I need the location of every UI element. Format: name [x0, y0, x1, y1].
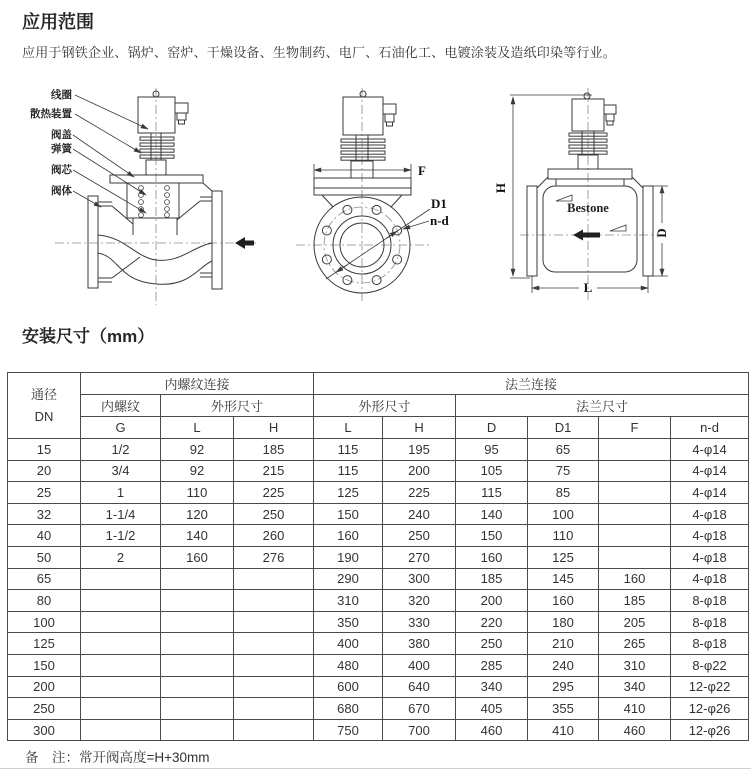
table-cell: 310 [599, 654, 671, 676]
table-cell [234, 633, 314, 655]
col-header-d1: D1 [528, 417, 599, 439]
bottom-divider [0, 768, 751, 769]
thread-sub-header: 内螺纹 [81, 395, 161, 417]
table-cell: 190 [314, 546, 383, 568]
table-cell: 145 [528, 568, 599, 590]
table-cell: 4-φ18 [671, 503, 749, 525]
header-row-groups [8, 373, 749, 395]
table-cell: 8-φ18 [671, 590, 749, 612]
table-cell: 400 [383, 654, 456, 676]
table-cell: 100 [8, 611, 81, 633]
table-cell: 8-φ22 [671, 654, 749, 676]
table-cell: 12-φ26 [671, 698, 749, 720]
dimension-nd [403, 213, 450, 229]
col-header-g: G [81, 417, 161, 439]
header-row-columns [8, 417, 749, 439]
coil-assembly [343, 91, 396, 135]
table-cell: 405 [456, 698, 528, 720]
table-cell: 1 [81, 482, 161, 504]
table-cell: 410 [528, 719, 599, 741]
table-cell [234, 611, 314, 633]
table-row [8, 611, 749, 633]
label-valve-body: 阀体 [51, 185, 72, 197]
cooling-fins [140, 133, 174, 175]
table-cell [234, 676, 314, 698]
table-cell [81, 568, 161, 590]
label-heat-sink: 散热装置 [30, 108, 72, 120]
flow-direction-arrow [235, 237, 254, 249]
table-cell: 250 [456, 633, 528, 655]
table-cell: 4-φ14 [671, 460, 749, 482]
col-header-l-thread: L [161, 417, 234, 439]
table-cell: 600 [314, 676, 383, 698]
table-cell: 680 [314, 698, 383, 720]
table-cell: 160 [161, 546, 234, 568]
table-cell: 215 [234, 460, 314, 482]
page-title: 应用范围 [22, 12, 94, 32]
table-cell: 410 [599, 698, 671, 720]
table-cell: 310 [314, 590, 383, 612]
table-body [8, 439, 749, 741]
table-cell: 240 [528, 654, 599, 676]
table-cell: 125 [528, 546, 599, 568]
table-row [8, 676, 749, 698]
table-row [8, 439, 749, 461]
dimension-l [532, 276, 648, 295]
dimension-d1 [326, 196, 447, 279]
table-cell: 330 [383, 611, 456, 633]
table-cell: 25 [8, 482, 81, 504]
table-row [8, 633, 749, 655]
table-cell: 210 [528, 633, 599, 655]
table-cell [81, 611, 161, 633]
table-cell: 85 [528, 482, 599, 504]
section-title-dimensions: 安装尺寸（mm） [22, 327, 155, 346]
leader-spring [73, 149, 146, 195]
table-cell: 300 [383, 568, 456, 590]
table-cell: 115 [314, 460, 383, 482]
table-cell: 92 [161, 460, 234, 482]
table-cell: 480 [314, 654, 383, 676]
table-cell [599, 460, 671, 482]
table-cell [161, 654, 234, 676]
table-cell: 125 [8, 633, 81, 655]
header-row-subgroups [8, 395, 749, 417]
d-dimension-label: D [654, 228, 669, 238]
table-cell: 105 [456, 460, 528, 482]
table-cell [161, 590, 234, 612]
label-coil: 线圈 [51, 89, 72, 101]
application-description: 应用于钢铁企业、锅炉、窑炉、干燥设备、生物制药、电厂、石油化工、电镀涂装及造纸印染等行业。 [22, 45, 617, 60]
table-cell: 3/4 [81, 460, 161, 482]
col-header-d: D [456, 417, 528, 439]
table-cell: 125 [314, 482, 383, 504]
table-cell [81, 654, 161, 676]
leader-heat-sink [75, 114, 141, 153]
table-cell: 4-φ14 [671, 482, 749, 504]
table-cell: 110 [528, 525, 599, 547]
table-cell: 160 [456, 546, 528, 568]
table-cell: 340 [599, 676, 671, 698]
table-cell: 75 [528, 460, 599, 482]
cross-section-view [30, 88, 258, 305]
table-cell: 265 [599, 633, 671, 655]
dimension-f [314, 163, 426, 178]
leader-coil [75, 95, 148, 129]
table-cell: 220 [456, 611, 528, 633]
table-cell: 80 [8, 590, 81, 612]
table-cell: 285 [456, 654, 528, 676]
thread-dims-header: 外形尺寸 [161, 395, 314, 417]
table-row [8, 590, 749, 612]
label-spring: 弹簧 [51, 143, 72, 155]
table-cell: 276 [234, 546, 314, 568]
table-cell: 350 [314, 611, 383, 633]
table-cell: 240 [383, 503, 456, 525]
table-cell: 100 [528, 503, 599, 525]
table-cell: 32 [8, 503, 81, 525]
side-view [493, 88, 669, 300]
table-cell: 250 [234, 503, 314, 525]
table-cell: 92 [161, 439, 234, 461]
table-cell: 120 [161, 503, 234, 525]
table-cell [161, 568, 234, 590]
table-cell: 185 [456, 568, 528, 590]
label-valve-core: 阀芯 [51, 164, 72, 176]
table-cell [234, 719, 314, 741]
dn-header-line1: 通径 [30, 386, 57, 402]
table-cell: 4-φ18 [671, 546, 749, 568]
table-cell: 12-φ26 [671, 719, 749, 741]
table-cell: 8-φ18 [671, 611, 749, 633]
table-cell: 140 [456, 503, 528, 525]
coil-assembly [138, 91, 188, 133]
table-cell [599, 439, 671, 461]
table-cell: 205 [599, 611, 671, 633]
table-cell: 4-φ18 [671, 568, 749, 590]
table-cell [161, 719, 234, 741]
table-cell: 150 [314, 503, 383, 525]
table-cell [81, 719, 161, 741]
table-cell [81, 698, 161, 720]
d1-dimension-label: D1 [431, 196, 447, 211]
table-cell: 355 [528, 698, 599, 720]
table-cell [599, 546, 671, 568]
flange-dims-header: 法兰尺寸 [456, 395, 749, 417]
table-row [8, 503, 749, 525]
col-header-nd: n-d [671, 417, 749, 439]
table-cell: 1-1/2 [81, 525, 161, 547]
cooling-fins [341, 135, 385, 178]
dimension-d [653, 186, 669, 276]
table-cell: 460 [599, 719, 671, 741]
spring-coils [139, 186, 170, 218]
table-row [8, 525, 749, 547]
table-cell: 160 [528, 590, 599, 612]
table-cell: 1-1/4 [81, 503, 161, 525]
table-cell: 200 [456, 590, 528, 612]
dimensions-table [7, 372, 749, 741]
flange-end-view [296, 88, 450, 303]
table-cell: 400 [314, 633, 383, 655]
table-row [8, 719, 749, 741]
table-note: 备 注：常开阀高度=H+30mm [25, 750, 210, 765]
valve-body-side [527, 169, 653, 276]
table-row [8, 654, 749, 676]
table-cell: 185 [599, 590, 671, 612]
table-row [8, 482, 749, 504]
table-cell: 65 [528, 439, 599, 461]
nd-dimension-label: n-d [430, 213, 449, 228]
top-plate [314, 178, 411, 207]
table-cell: 750 [314, 719, 383, 741]
table-cell: 185 [234, 439, 314, 461]
table-cell [81, 633, 161, 655]
table-row [8, 568, 749, 590]
table-cell: 225 [383, 482, 456, 504]
valve-body-section [88, 183, 222, 289]
table-cell [161, 633, 234, 655]
table-row [8, 460, 749, 482]
table-cell: 640 [383, 676, 456, 698]
part-labels [30, 88, 148, 213]
table-cell: 40 [8, 525, 81, 547]
dn-header-line2: DN [34, 408, 54, 424]
table-cell: 200 [383, 460, 456, 482]
table-cell: 250 [383, 525, 456, 547]
table-cell: 340 [456, 676, 528, 698]
flange-connection-header: 法兰连接 [314, 373, 749, 395]
brand-label: Bestone [567, 201, 609, 215]
table-cell: 12-φ22 [671, 676, 749, 698]
leader-valve-body [73, 191, 101, 207]
table-cell: 200 [8, 676, 81, 698]
table-cell: 140 [161, 525, 234, 547]
table-cell: 150 [8, 654, 81, 676]
table-cell [161, 698, 234, 720]
table-cell [234, 698, 314, 720]
valve-drawings [0, 85, 751, 313]
table-cell [234, 568, 314, 590]
table-cell: 260 [234, 525, 314, 547]
table-cell: 15 [8, 439, 81, 461]
table-cell: 4-φ14 [671, 439, 749, 461]
col-header-h-thread: H [234, 417, 314, 439]
table-cell [234, 654, 314, 676]
table-cell: 295 [528, 676, 599, 698]
flow-direction-arrow [573, 230, 600, 241]
table-cell: 250 [8, 698, 81, 720]
table-cell: 460 [456, 719, 528, 741]
table-cell: 160 [314, 525, 383, 547]
table-cell: 50 [8, 546, 81, 568]
table-cell: 380 [383, 633, 456, 655]
table-cell: 180 [528, 611, 599, 633]
table-cell: 300 [8, 719, 81, 741]
table-cell: 160 [599, 568, 671, 590]
table-cell [599, 503, 671, 525]
table-cell [599, 525, 671, 547]
col-header-f: F [599, 417, 671, 439]
table-cell: 290 [314, 568, 383, 590]
thread-connection-header: 内螺纹连接 [81, 373, 314, 395]
table-cell: 150 [456, 525, 528, 547]
table-cell: 65 [8, 568, 81, 590]
table-row [8, 698, 749, 720]
h-dimension-label: H [493, 182, 508, 194]
valve-drawings-svg [0, 85, 751, 313]
table-cell: 95 [456, 439, 528, 461]
f-dimension-label: F [418, 163, 426, 178]
table-cell: 225 [234, 482, 314, 504]
table-cell [161, 611, 234, 633]
table-cell: 20 [8, 460, 81, 482]
table-cell [81, 676, 161, 698]
leader-bonnet [73, 135, 134, 177]
table-cell: 700 [383, 719, 456, 741]
table-cell: 4-φ18 [671, 525, 749, 547]
table-cell: 2 [81, 546, 161, 568]
table-cell: 115 [314, 439, 383, 461]
table-cell: 670 [383, 698, 456, 720]
table-cell: 320 [383, 590, 456, 612]
table-cell [81, 590, 161, 612]
dn-header-cell [8, 373, 81, 439]
coil-assembly [572, 93, 616, 131]
flange-outer-dims-header: 外形尺寸 [314, 395, 456, 417]
l-dimension-label: L [583, 280, 593, 295]
col-header-h-flange: H [383, 417, 456, 439]
table-cell: 8-φ18 [671, 633, 749, 655]
bonnet-assembly [110, 175, 203, 235]
table-cell [161, 676, 234, 698]
table-cell [599, 482, 671, 504]
table-cell: 195 [383, 439, 456, 461]
col-header-l-flange: L [314, 417, 383, 439]
table-cell: 270 [383, 546, 456, 568]
table-cell: 115 [456, 482, 528, 504]
label-bonnet: 阀盖 [51, 129, 72, 141]
table-cell: 1/2 [81, 439, 161, 461]
table-cell [234, 590, 314, 612]
table-row [8, 546, 749, 568]
table-cell: 110 [161, 482, 234, 504]
